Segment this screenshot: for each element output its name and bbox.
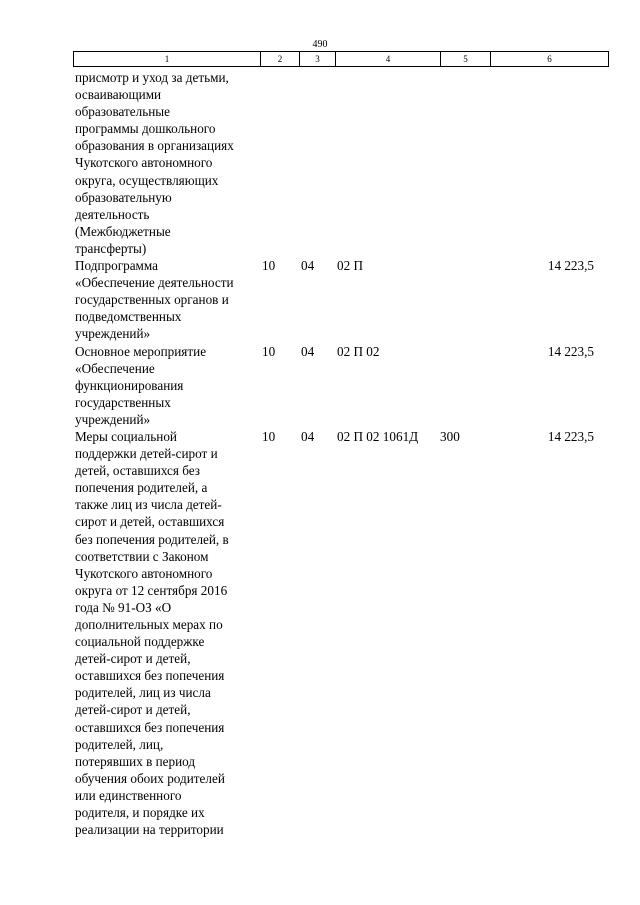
column-number-3: 3 (300, 52, 336, 67)
target-article-cell: 02 П 02 1061Д (337, 428, 419, 444)
row-name-line: оставшихся без попечения (75, 719, 225, 735)
expense-type-cell: 300 (440, 428, 460, 444)
row-name-line: образовательную (75, 189, 172, 205)
row-name-line: Меры социальной (75, 428, 177, 444)
row-name-line: подведомственных (75, 309, 182, 325)
target-article-cell: 02 П (337, 258, 364, 274)
row-name-line: округа, осуществляющих (75, 172, 219, 188)
table-row (73, 69, 608, 257)
row-name-line: попечения родителей, а (75, 480, 208, 496)
row-name-line: государственных (75, 394, 171, 410)
row-name-line: социальной поддержке (75, 634, 205, 650)
row-name-line: или единственного (75, 787, 182, 803)
column-header-table (73, 51, 609, 67)
row-name-line: программы дошкольного (75, 121, 216, 137)
row-name-line: года № 91-ОЗ «О (75, 599, 172, 615)
table-row (73, 257, 608, 342)
row-name-line: деятельность (75, 206, 150, 222)
row-name-line: детей, оставшихся без (75, 463, 201, 479)
row-name-line: родителей, лиц, (75, 736, 164, 752)
section-code-cell: 10 (262, 428, 276, 444)
row-name-line: функционирования (75, 377, 184, 393)
row-name-line: учреждений» (75, 411, 151, 427)
row-name-line: обучения обоих родителей (75, 770, 225, 786)
row-name-line: реализации на территории (75, 822, 224, 838)
row-name-line: Чукотского автономного (75, 155, 213, 171)
row-name-line: Основное мероприятие (75, 343, 207, 359)
amount-cell: 14 223,5 (547, 343, 594, 359)
row-name-line: сирот и детей, оставшихся (75, 514, 225, 530)
row-name-line: «Обеспечение (75, 360, 155, 376)
row-name-cell (73, 257, 260, 342)
amount-cell: 14 223,5 (547, 258, 594, 274)
row-name-line: Чукотского автономного (75, 565, 213, 581)
row-name-cell (73, 69, 260, 257)
row-name-line: «Обеспечение деятельности (75, 275, 234, 291)
row-name-line: образовательные (75, 104, 171, 120)
section-code-cell: 10 (262, 258, 276, 274)
row-name-line: родителей, лиц из числа (75, 685, 211, 701)
table-row (73, 343, 608, 428)
subsection-code-cell: 04 (301, 343, 315, 359)
row-name-line: присмотр и уход за детьми, (75, 70, 229, 85)
amount-cell: 14 223,5 (547, 428, 594, 444)
row-name-line: детей-сирот и детей, (75, 651, 191, 667)
subsection-code-cell: 04 (301, 428, 315, 444)
row-name-line: дополнительных мерах по (75, 617, 223, 632)
column-number-6: 6 (491, 52, 609, 67)
row-name-line: детей-сирот и детей, (75, 702, 191, 718)
row-name-line: осваивающими (75, 87, 162, 103)
row-name-line: также лиц из числа детей- (75, 497, 222, 513)
column-number-5: 5 (441, 52, 491, 67)
row-name-line: соответствии с Законом (75, 548, 209, 564)
row-name-line: образования в организациях (75, 138, 234, 154)
row-name-line: потерявших в период (75, 753, 196, 769)
row-name-line: учреждений» (75, 326, 151, 342)
table-row (73, 428, 608, 838)
row-name-line: (Межбюджетные (75, 223, 171, 239)
budget-table-body (73, 69, 608, 838)
section-code-cell: 10 (262, 343, 276, 359)
row-name-line: без попечения родителей, в (75, 531, 229, 547)
column-number-2: 2 (261, 52, 300, 67)
row-name-cell (73, 343, 260, 428)
row-name-line: родителя, и порядке их (75, 805, 205, 821)
row-name-line: поддержки детей-сирот и (75, 446, 218, 462)
row-name-line: Подпрограмма (75, 258, 159, 274)
row-name-line: оставшихся без попечения (75, 668, 225, 684)
target-article-cell: 02 П 02 (337, 343, 380, 359)
column-number-4: 4 (336, 52, 441, 67)
row-name-line: округа от 12 сентября 2016 (75, 582, 228, 598)
row-name-line: трансферты) (75, 240, 147, 256)
row-name-cell (73, 428, 260, 838)
page-number: 490 (312, 39, 328, 50)
column-number-1: 1 (74, 52, 261, 67)
row-name-line: государственных органов и (75, 292, 229, 308)
subsection-code-cell: 04 (301, 258, 315, 274)
column-number-row (74, 52, 609, 67)
